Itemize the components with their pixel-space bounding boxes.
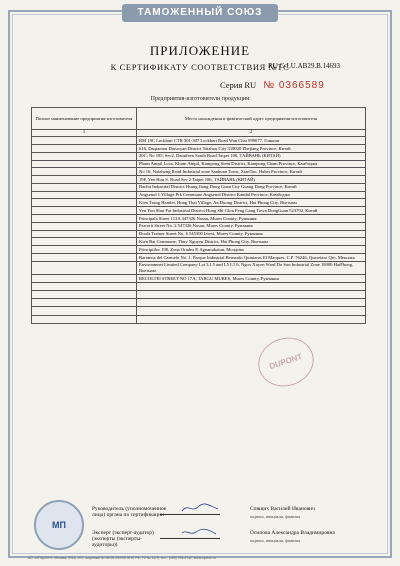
manufacturer-name-cell	[32, 291, 137, 299]
table-row	[32, 199, 366, 207]
table-row	[32, 144, 366, 152]
table-row	[32, 261, 366, 274]
manufacturer-address-cell: Phum Ampil Loca, Khum Ampil, Kampong Siem District, Kampong Cham Province, Камбоджа	[137, 160, 366, 168]
table-row	[32, 291, 366, 299]
manufacturer-name-cell	[32, 176, 137, 184]
manufacturer-address-cell: RECOLTEI STREET NO 17A, TARGU MURES, Mures County, Румыния	[137, 275, 366, 283]
manufacturer-address-cell: 20C, No 185, Sec2, Daonfeen South Road Taipei 106, ТАЙВАНЬ (КИТАЙ)	[137, 152, 366, 160]
column-number-1: 1	[32, 130, 137, 137]
manufacturer-address-cell: RM 19C Lockhart CTR 301-307 Lockhart Road Wan Chai 999077, Гонконг	[137, 137, 366, 145]
registration-number: RU C-LU.AB29.B.14693	[268, 62, 340, 70]
column-header-address: Место нахождения и фактический адрес предприятия-изготовителя	[137, 108, 366, 130]
manufacturers-table	[31, 107, 366, 324]
table-row	[32, 307, 366, 315]
table-row	[32, 215, 366, 223]
manufacturer-name-cell	[32, 191, 137, 199]
head-signature-name: Спящих Василий Иванович	[250, 506, 315, 512]
manufacturer-name-cell	[32, 282, 137, 290]
manufacturer-address-cell	[137, 291, 366, 299]
manufacturer-address-cell: Principala Street 113A 347326 Nasau, Mures County, Румыния	[137, 215, 366, 223]
manufacturer-address-cell: 19F, Yen Hon S. Road Sec 2 Taipei 106, ТАЙВАНЬ (КИТАЙ)	[137, 176, 366, 184]
table-row	[32, 238, 366, 246]
table-row	[32, 275, 366, 283]
series-line	[220, 80, 325, 91]
manufacturer-address-cell: 616, Daqiaotou Daruoyan District Taizhou City 318020 Zhejiang Province, Китай	[137, 144, 366, 152]
series-number: № 0366589	[263, 80, 325, 91]
manufacturer-name-cell	[32, 168, 137, 176]
manufacturer-address-cell: Principiilor 198, Zona Oradea P, Agnanubaiun, Молдова	[137, 246, 366, 254]
expert-signature-icon	[180, 527, 220, 537]
certificate-subtitle-text: К СЕРТИФИКАТУ СООТВЕТСТВИЯ №ТС	[110, 62, 290, 72]
table-row	[32, 191, 366, 199]
manufacturer-address-cell: No 16, Naizhong Road Industrial zone Sanhuna Town, XianTao, Hubei Province, Китай	[137, 168, 366, 176]
table-row	[32, 176, 366, 184]
table-row	[32, 137, 366, 145]
column-header-name: Полное наименование предприятия-изготовителя	[32, 108, 137, 130]
manufacturer-address-cell: Kien Bai Commune, Thuy Nguyen District, Hai Phong City, Вьетнам	[137, 238, 366, 246]
manufacturer-name-cell	[32, 246, 137, 254]
customs-union-banner: ТАМОЖЕННЫЙ СОЮЗ	[122, 4, 278, 22]
series-code: RU	[244, 80, 257, 90]
head-signature-line	[160, 514, 220, 515]
seal-label: МП	[52, 520, 66, 530]
table-row	[32, 246, 366, 254]
table-row	[32, 282, 366, 290]
expert-signature-label: Эксперт (эксперт-аудитор) (эксперты (эксперты-аудиторы))	[92, 530, 154, 548]
manufacturer-address-cell	[137, 299, 366, 307]
table-row	[32, 160, 366, 168]
head-signature-icon	[180, 503, 220, 513]
head-signature-label: Руководитель (уполномоченное лицо) органа по сертификации	[92, 506, 167, 518]
manufacturer-address-cell: Doola Trainer Street No. 6 545300 Ieresi, Mures County, Румыния	[137, 230, 366, 238]
manufacturer-name-cell	[32, 275, 137, 283]
manufacturer-address-cell: Parcerii Street No. 2 547326 Nasau, Mures County, Румыния	[137, 222, 366, 230]
table-row	[32, 207, 366, 215]
manufacturer-address-cell: Angsenol 1 Village Prk Commune Angsenol District Kandal Province, Камбоджа	[137, 191, 366, 199]
table-row	[32, 222, 366, 230]
head-signature-caption: подпись, инициалы, фамилия	[250, 514, 301, 519]
table-row	[32, 152, 366, 160]
manufacturer-address-cell: Kien Trung Hamlet, Hong Thai Village, An Duong District, Hai Phong City, Вьетнам	[137, 199, 366, 207]
manufacturer-name-cell	[32, 152, 137, 160]
manufacturer-name-cell	[32, 137, 137, 145]
expert-signature-line	[160, 538, 220, 539]
manufacturer-name-cell	[32, 299, 137, 307]
certificate-subtitle	[0, 62, 400, 72]
certification-seal	[34, 500, 84, 550]
manufacturer-address-cell: Barranca del Carmelo No. 1, Parque Industrial Bernardo Quintana, El Marques, C.P. 76246, Queretaro Qro, Мексика	[137, 253, 366, 261]
column-number-2: 2	[137, 130, 366, 137]
manufacturer-name-cell	[32, 230, 137, 238]
manufacturer-address-cell	[137, 307, 366, 315]
table-row	[32, 315, 366, 323]
manufacturer-name-cell	[32, 253, 137, 261]
manufacturer-address-cell: Yen Yon Shui Pai Industrial District Hong Shi Glou Feng Gang Town DongGuan 523792, Китай	[137, 207, 366, 215]
page-title: ПРИЛОЖЕНИЕ	[149, 43, 251, 58]
manufacturer-name-cell	[32, 144, 137, 152]
expert-signature-name: Осипова Александра Владимировна	[250, 530, 335, 536]
series-label: Серия	[220, 80, 243, 90]
table-caption: Предприятия-изготовители продукции	[150, 96, 250, 102]
table-row	[32, 168, 366, 176]
manufacturer-address-cell: Baohu Industrial District Hsang Jiang Dong Guan City Guang Dong Province, Китай	[137, 183, 366, 191]
manufacturer-name-cell	[32, 307, 137, 315]
printer-footer: АО «ОПЦИОН», Москва, 2016, «Б», лицензия № 05-05-09/003 ФНС РФ, ТЗ № 1179, тел.: (495) 726-4742, www.opcion.ru	[28, 556, 216, 560]
manufacturer-name-cell	[32, 238, 137, 246]
manufacturer-name-cell	[32, 207, 137, 215]
table-row	[32, 253, 366, 261]
manufacturer-address-cell	[137, 315, 366, 323]
expert-signature-caption: подпись, инициалы, фамилия	[250, 538, 301, 543]
manufacturer-address-cell	[137, 282, 366, 290]
table-row	[32, 230, 366, 238]
manufacturer-name-cell	[32, 261, 137, 274]
manufacturer-name-cell	[32, 215, 137, 223]
manufacturer-name-cell	[32, 199, 137, 207]
manufacturer-name-cell	[32, 183, 137, 191]
manufacturer-name-cell	[32, 160, 137, 168]
manufacturer-name-cell	[32, 315, 137, 323]
manufacturer-address-cell: Environmnet Limited Company Lot L1.5 and L5 L1.6, Ngox Xuyen Ward Do Son Industrial Zone 18000 HaiPhong, Вьетнам	[137, 261, 366, 274]
table-row	[32, 299, 366, 307]
dupont-stamp: DUPONT	[252, 331, 320, 394]
table-row	[32, 183, 366, 191]
manufacturer-name-cell	[32, 222, 137, 230]
